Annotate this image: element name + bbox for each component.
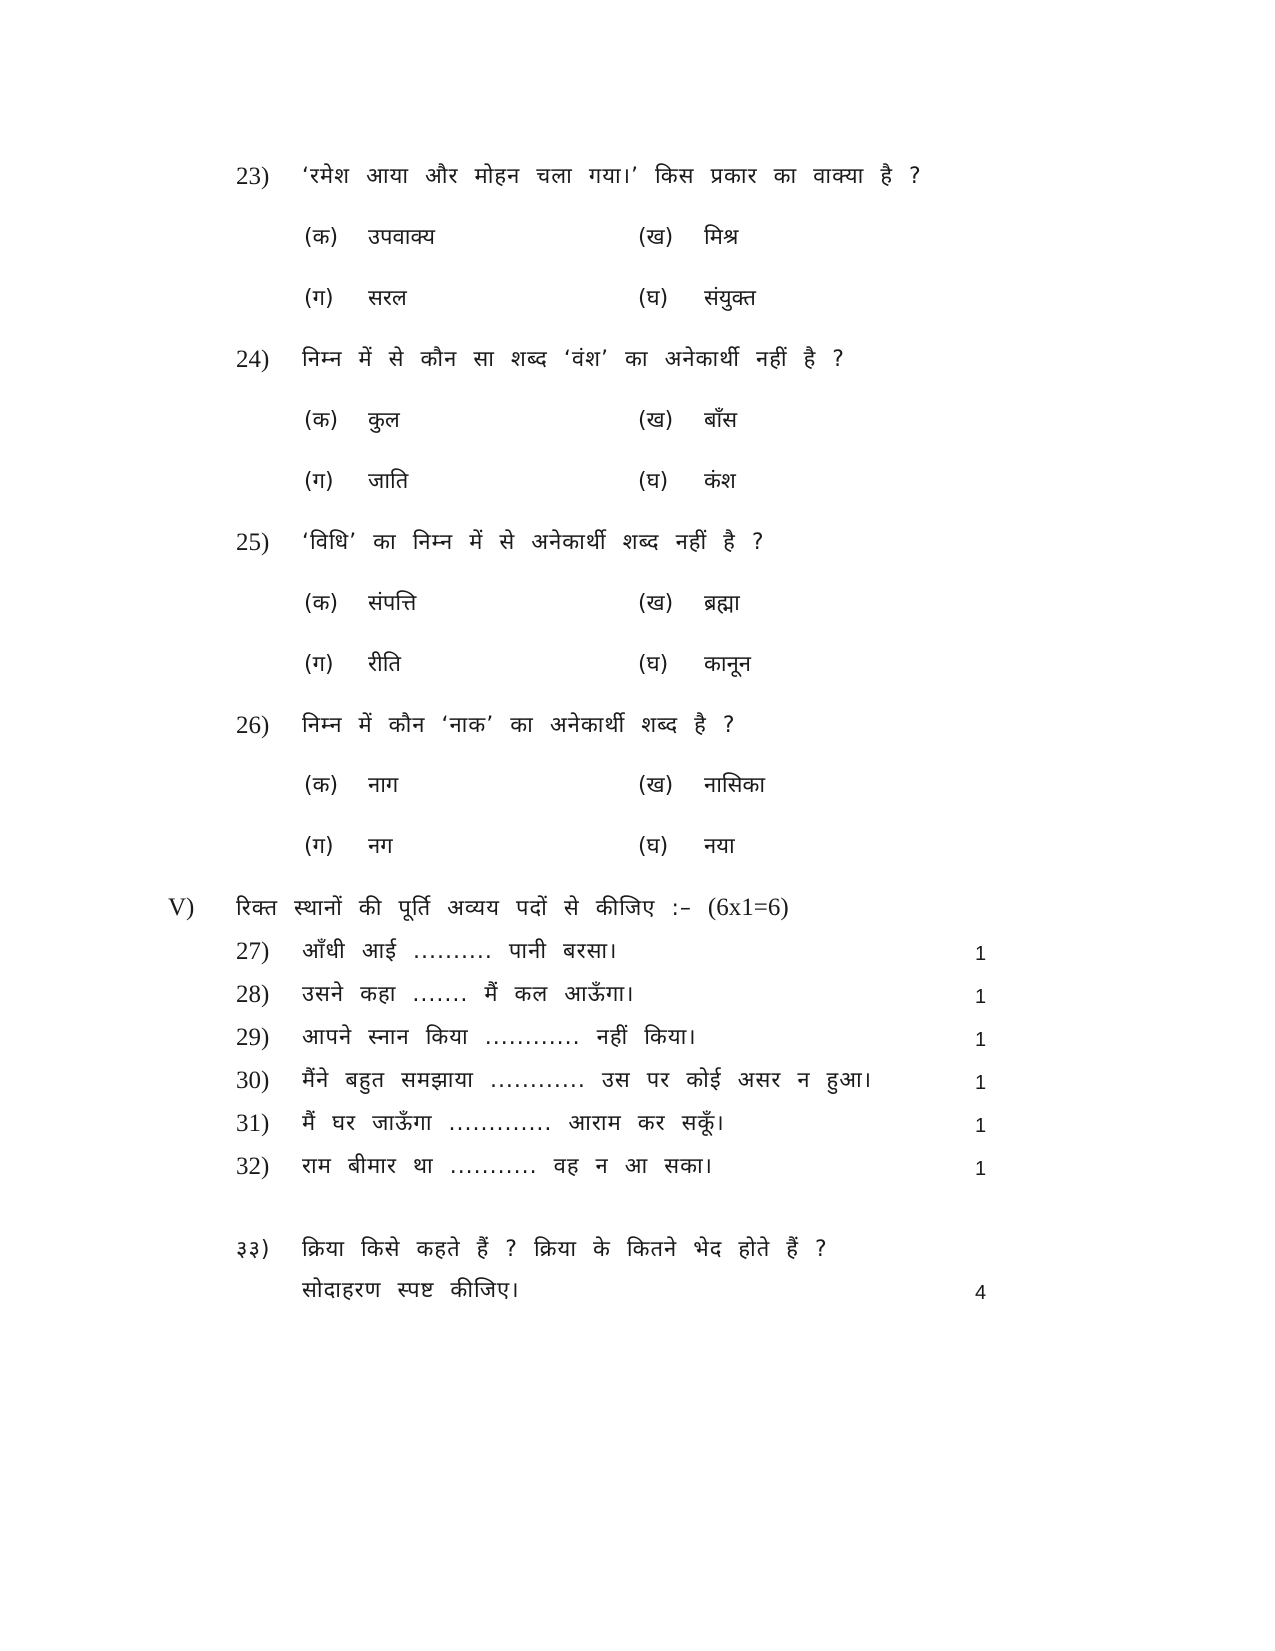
option-text: नग (368, 834, 393, 859)
item-number: 29) (236, 1024, 270, 1051)
option-text: नया (704, 834, 735, 859)
question-text-line-2: सोदाहरण स्पष्ट कीजिए। (302, 1278, 520, 1303)
option-text: कंश (704, 469, 736, 494)
option-label: (ख) (638, 408, 674, 433)
item-text: मैंने बहुत समझाया ............ उस पर कोई असर न हुआ। (302, 1068, 873, 1093)
question-text-line-1: क्रिया किसे कहते हैं ? क्रिया के कितने भेद होते हैं ? (302, 1237, 828, 1262)
option-label: (ग) (304, 286, 334, 311)
question-number: 23) (236, 163, 270, 190)
item-number: 31) (236, 1110, 270, 1137)
question-number: 24) (236, 346, 270, 373)
item-mark: 1 (975, 1072, 987, 1094)
option-text: बाँस (704, 408, 738, 433)
item-mark: 1 (975, 943, 987, 965)
option-text: नासिका (704, 773, 766, 798)
option-label: (घ) (638, 652, 669, 677)
question-number: 25) (236, 529, 270, 556)
item-text: उसने कहा ....... मैं कल आऊँगा। (302, 982, 635, 1007)
question-number: ३३) (236, 1237, 271, 1262)
option-label: (क) (304, 773, 339, 798)
question-mark: 4 (975, 1282, 987, 1304)
option-label: (क) (304, 225, 339, 250)
item-mark: 1 (975, 986, 987, 1008)
question-number: 26) (236, 712, 270, 739)
marks-allocation: (6x1=6) (707, 894, 789, 921)
option-label: (क) (304, 408, 339, 433)
option-text: रीति (368, 652, 401, 677)
section-heading-text: रिक्त स्थानों की पूर्ति अव्यय पदों से कीजिए :– (236, 896, 692, 921)
option-label: (ख) (638, 591, 674, 616)
question-text: निम्न में से कौन सा शब्द ‘वंश’ का अनेकार्थी नहीं है ? (302, 347, 845, 372)
item-text: आँधी आई .......... पानी बरसा। (302, 939, 618, 964)
option-text: ब्रह्मा (704, 591, 740, 616)
option-label: (क) (304, 591, 339, 616)
option-text: कुल (368, 408, 400, 433)
option-label: (ख) (638, 773, 674, 798)
item-text: राम बीमार था ........... वह न आ सका। (302, 1154, 714, 1179)
option-text: नाग (368, 773, 399, 798)
option-text: संयुक्त (704, 286, 756, 311)
option-label: (घ) (638, 469, 669, 494)
item-number: 30) (236, 1067, 270, 1094)
item-mark: 1 (975, 1115, 987, 1137)
item-number: 27) (236, 938, 270, 965)
option-text: संपत्ति (368, 591, 417, 616)
option-label: (घ) (638, 286, 669, 311)
option-text: कानून (704, 652, 752, 677)
option-label: (ग) (304, 834, 334, 859)
option-label: (ग) (304, 469, 334, 494)
option-label: (ग) (304, 652, 334, 677)
section-heading (236, 893, 789, 924)
section-number: V) (168, 894, 195, 921)
option-text: सरल (368, 286, 407, 311)
option-text: मिश्र (704, 225, 739, 250)
item-text: मैं घर जाऊँगा ............. आराम कर सकूँ। (302, 1111, 725, 1136)
item-mark: 1 (975, 1158, 987, 1180)
item-number: 28) (236, 981, 270, 1008)
question-text: ‘रमेश आया और मोहन चला गया।’ किस प्रकार का वाक्या है ? (302, 164, 922, 189)
option-text: जाति (368, 469, 409, 494)
question-text: ‘विधि’ का निम्न में से अनेकार्थी शब्द नहीं है ? (302, 530, 765, 555)
item-text: आपने स्नान किया ............ नहीं किया। (302, 1025, 697, 1050)
option-text: उपवाक्य (368, 225, 436, 250)
option-label: (घ) (638, 834, 669, 859)
question-text: निम्न में कौन ‘नाक’ का अनेकार्थी शब्द है ? (302, 713, 736, 738)
option-label: (ख) (638, 225, 674, 250)
item-mark: 1 (975, 1029, 987, 1051)
item-number: 32) (236, 1153, 270, 1180)
